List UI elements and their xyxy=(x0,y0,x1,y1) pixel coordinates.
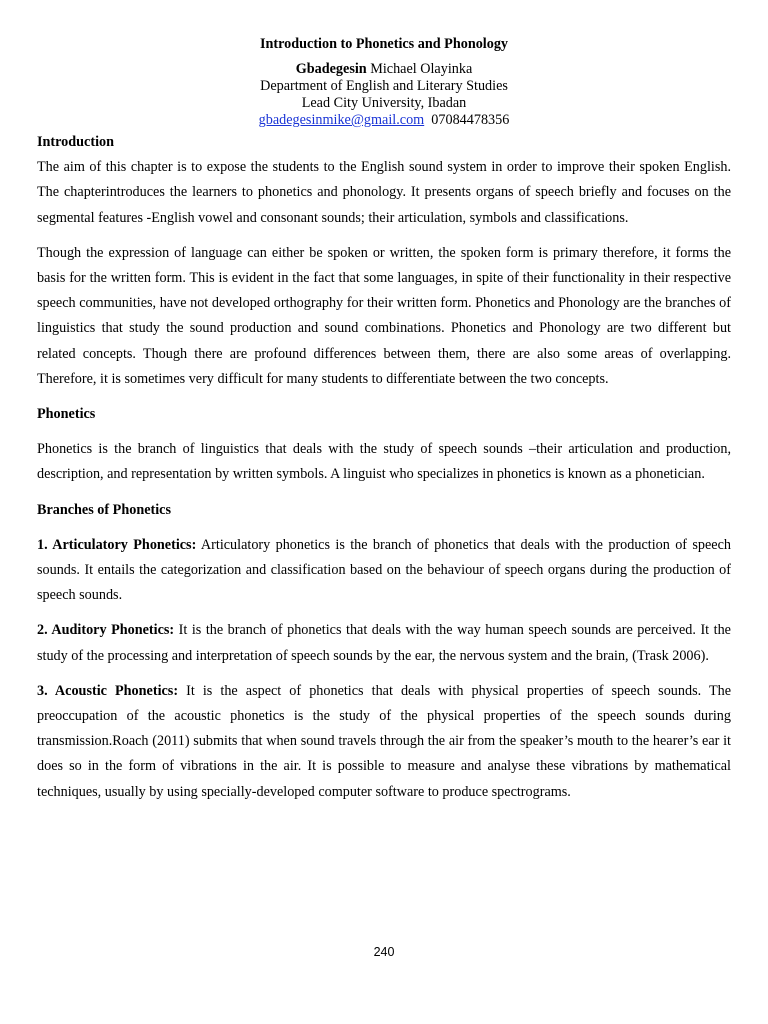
branch-auditory xyxy=(37,618,731,668)
phone-number: 07084478356 xyxy=(431,112,510,128)
introduction-paragraph-2: Though the expression of language can either be spoken or written, the spoken form is primary therefore, it forms the basis for the written form. This is evident in the fact that some languages, in spite of their functionality in their respective speech communities, have not developed orthography for their written form. Phonetics and Phonology are the branches of linguistics that study the sound production and sound combinations. Phonetics and Phonology are two different but related concepts. Though there are profound differences between them, there are also some areas of overlapping. Therefore, it is sometimes very difficult for many students to differentiate between the two concepts. xyxy=(37,244,731,387)
branch-articulatory xyxy=(37,533,731,609)
branch-acoustic xyxy=(37,679,731,805)
author-given-name: Michael Olayinka xyxy=(370,61,473,77)
phonetics-paragraph: Phonetics is the branch of linguistics that deals with the study of speech sounds –their articulation and production, description, and representation by written symbols. A linguist who specializes in phonetics is known as a phonetician. xyxy=(37,441,731,483)
document-title: Introduction to Phonetics and Phonology xyxy=(259,36,509,52)
university: Lead City University, Ibadan xyxy=(301,95,467,111)
document-page xyxy=(37,36,731,805)
introduction-heading: Introduction xyxy=(37,134,114,150)
introduction-paragraph-1: The aim of this chapter is to expose the students to the English sound system in order to improve their spoken English. The chapterintroduces the learners to phonetics and phonology. It presents organs of speech briefly and focuses on the segmental features -English vowel and consonant sounds; their articulation, symbols and classifications. xyxy=(37,159,731,226)
branch-acoustic-label: 3. Acoustic Phonetics: xyxy=(37,682,179,699)
author-surname: Gbadegesin xyxy=(295,61,367,77)
branch-articulatory-text: Articulatory phonetics is the branch of phonetics that deals with the production of speech sounds. It entails the categorization and classification based on the behaviour of speech organs during the production of speech sounds. xyxy=(37,536,731,604)
branch-acoustic-text: It is the aspect of phonetics that deals with physical properties of speech sounds. The preoccupation of the acoustic phonetics is the study of the physical properties of the speech sounds during transmission.Roach (2011) submits that when sound travels through the air from the speaker’s mouth to the hearer’s ear it does so in the form of vibrations in the air. It is possible to measure and analyse these vibrations by mathematical techniques, usually by using specially-developed computer software to produce spectrograms. xyxy=(37,682,731,800)
phonetics-heading: Phonetics xyxy=(37,406,96,423)
contact-line xyxy=(37,112,731,129)
branch-auditory-text: It is the branch of phonetics that deals with the way human speech sounds are perceived. It the study of the processing and interpretation of speech sounds by the ear, the nervous system and the brain, (Trask 2006). xyxy=(37,622,731,664)
document-header xyxy=(37,36,731,129)
branch-auditory-label: 2. Auditory Phonetics: xyxy=(37,622,175,639)
author-line xyxy=(37,61,731,78)
department: Department of English and Literary Studies xyxy=(260,78,508,94)
branches-heading: Branches of Phonetics xyxy=(37,501,171,518)
branch-articulatory-label: 1. Articulatory Phonetics: xyxy=(37,536,197,553)
page-number: 240 xyxy=(373,945,395,959)
email-link[interactable]: gbadegesinmike@gmail.com xyxy=(258,112,425,128)
